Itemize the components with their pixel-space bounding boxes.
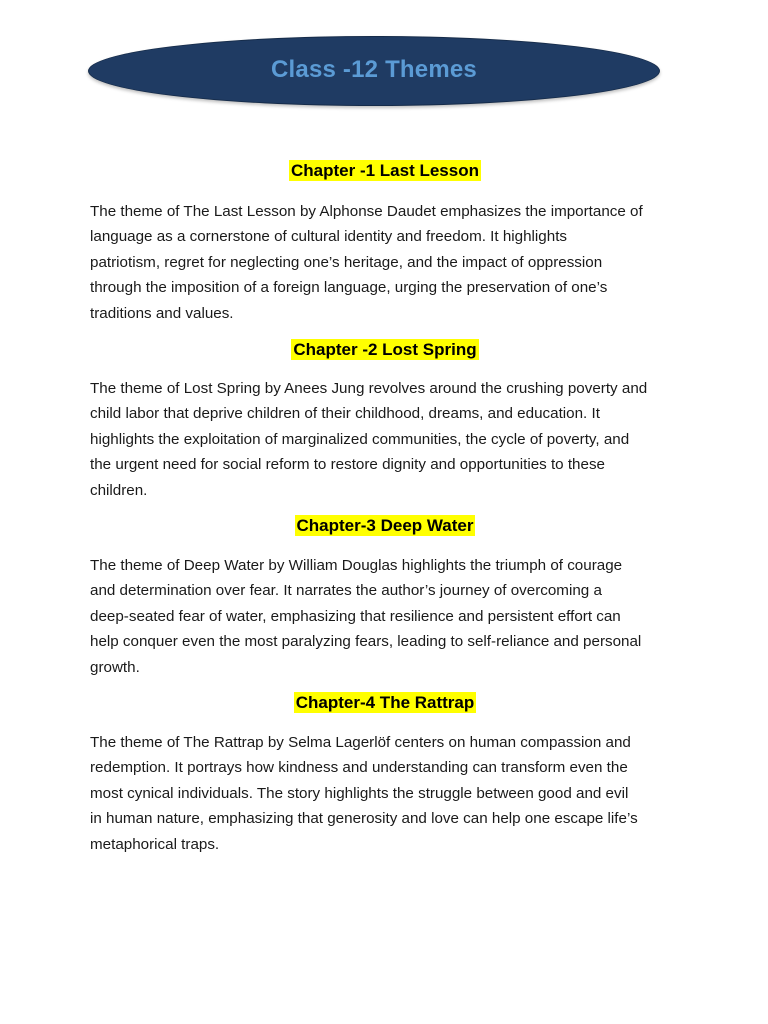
chapter-4-heading: Chapter-4 The Rattrap	[295, 693, 475, 712]
body-line: metaphorical traps.	[90, 835, 220, 853]
chapter-3-heading-block	[90, 515, 680, 536]
body-line: child labor that deprive children of their childhood, dreams, and education. It	[90, 405, 600, 423]
body-line: The theme of The Rattrap by Selma Lagerlöf centers on human compassion and	[90, 734, 631, 751]
title-banner	[88, 36, 660, 106]
chapter-3-paragraph	[90, 553, 680, 680]
body-line: The theme of Deep Water by William Douglas highlights the triumph of courage	[90, 557, 623, 574]
body-line: The theme of Lost Spring by Anees Jung revolves around the crushing poverty and	[90, 380, 648, 397]
body-line: most cynical individuals. The story highlights the struggle between good and evil	[90, 784, 629, 802]
chapter-4-body	[90, 730, 680, 857]
body-line: traditions and values.	[90, 304, 234, 322]
chapter-4-heading-block	[90, 692, 680, 713]
body-line: growth.	[90, 658, 140, 676]
chapter-2-paragraph	[90, 376, 680, 503]
body-line: redemption. It portrays how kindness and understanding can transform even the	[90, 759, 628, 777]
body-line: through the imposition of a foreign language, urging the preservation of one’s	[90, 279, 608, 297]
chapter-1-heading-block	[90, 160, 680, 181]
chapter-1-paragraph	[90, 199, 680, 326]
body-line: help conquer even the most paralyzing fears, leading to self-reliance and personal	[90, 633, 642, 651]
chapter-3-body	[90, 553, 680, 680]
body-line: highlights the exploitation of marginalized communities, the cycle of poverty, and	[90, 430, 630, 448]
body-line: patriotism, regret for neglecting one’s heritage, and the impact of oppression	[90, 253, 603, 271]
chapter-4-paragraph	[90, 730, 680, 857]
chapter-2-heading-block	[90, 339, 680, 360]
body-line: the urgent need for social reform to restore dignity and opportunities to these	[90, 456, 605, 474]
body-line: The theme of The Last Lesson by Alphonse Daudet emphasizes the importance of	[90, 203, 643, 220]
chapter-2-heading: Chapter -2 Lost Spring	[293, 340, 477, 359]
chapter-1-body	[90, 199, 680, 326]
body-line: in human nature, emphasizing that generosity and love can help one escape life’s	[90, 810, 638, 828]
body-line: and determination over fear. It narrates the author’s journey of overcoming a	[90, 582, 602, 600]
body-line: deep-seated fear of water, emphasizing that resilience and persistent effort can	[90, 607, 621, 625]
page-title: Class -12 Themes	[271, 56, 477, 83]
chapter-3-heading: Chapter-3 Deep Water	[296, 516, 474, 535]
body-line: children.	[90, 481, 148, 499]
chapter-1-heading: Chapter -1 Last Lesson	[291, 161, 479, 180]
body-line: language as a cornerstone of cultural identity and freedom. It highlights	[90, 228, 568, 246]
chapter-2-body	[90, 376, 680, 503]
